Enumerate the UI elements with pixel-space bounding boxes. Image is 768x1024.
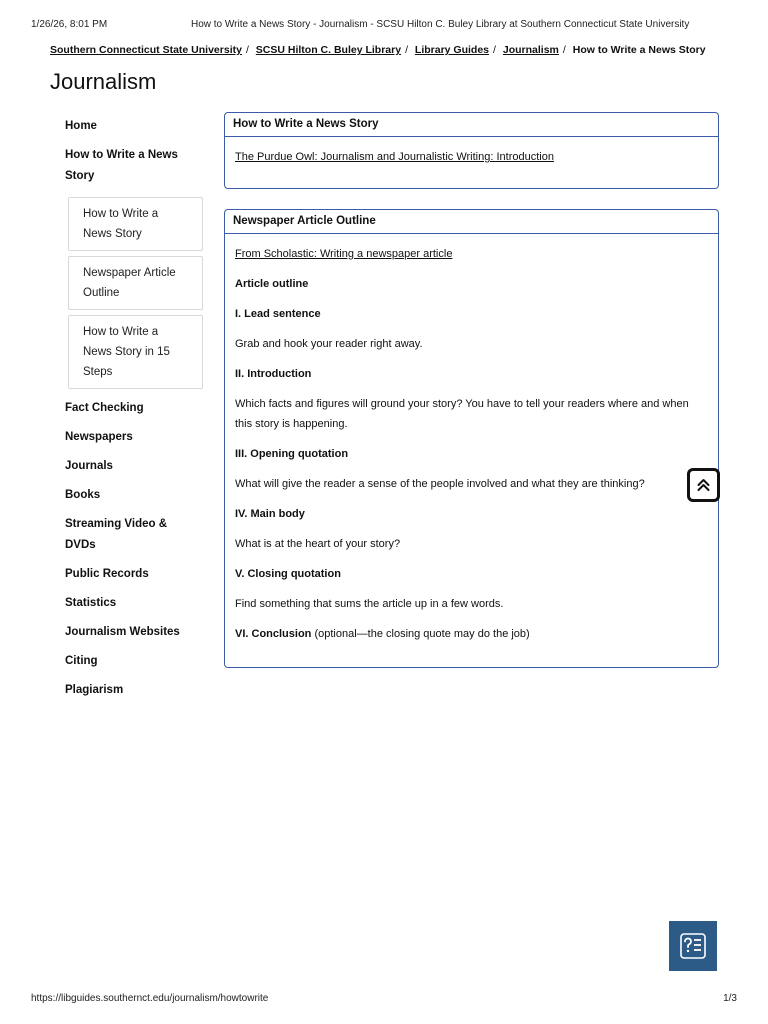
section-text: Grab and hook your reader right away. (235, 338, 423, 350)
print-doc-title: How to Write a News Story - Journalism - SCSU Hilton C. Buley Library at Southern Connecticut State University (191, 19, 690, 30)
conclusion-line (235, 624, 708, 644)
nav-item-statistics[interactable]: Statistics (65, 597, 117, 609)
page-title: Journalism (50, 69, 157, 94)
breadcrumb-library-guides[interactable]: Library Guides (414, 44, 490, 56)
nav-item-journalism-websites[interactable]: Journalism Websites (65, 626, 180, 638)
nav-item-newspapers[interactable]: Newspapers (65, 431, 133, 443)
breadcrumb-separator: / (493, 44, 496, 56)
section-text: What will give the reader a sense of the people involved and what they are thinking? (235, 478, 645, 490)
box-title: Newspaper Article Outline (225, 210, 718, 234)
nav-item-home[interactable]: Home (65, 120, 97, 132)
nav-item-streaming-video[interactable]: Streaming Video & DVDs (65, 518, 168, 551)
breadcrumb-university[interactable]: Southern Connecticut State University (50, 44, 242, 56)
box-body (225, 137, 718, 191)
breadcrumb-journalism[interactable]: Journalism (502, 44, 559, 56)
print-page-number: 1/3 (723, 993, 737, 1004)
subnav-item-article-outline[interactable]: Newspaper Article Outline (68, 256, 203, 310)
section-text: What is at the heart of your story? (235, 538, 401, 550)
nav-item-citing[interactable]: Citing (65, 655, 98, 667)
outline-heading: Article outline (235, 278, 309, 290)
subnav-item-15-steps[interactable]: How to Write a News Story in 15 Steps (68, 315, 203, 389)
breadcrumb-separator: / (405, 44, 408, 56)
section-heading: IV. Main body (235, 508, 305, 520)
side-navigation (57, 112, 203, 705)
nav-item-journals[interactable]: Journals (65, 460, 113, 472)
box-body (225, 234, 718, 668)
double-chevron-up-icon (697, 478, 710, 492)
breadcrumb-separator: / (245, 44, 249, 56)
section-heading: I. Lead sentence (235, 308, 321, 320)
scholastic-link[interactable]: From Scholastic: Writing a newspaper article (235, 248, 453, 260)
help-button[interactable] (669, 921, 717, 971)
print-datetime: 1/26/26, 8:01 PM (31, 19, 108, 30)
section-heading: V. Closing quotation (235, 568, 341, 580)
box-how-to-write (224, 112, 719, 189)
back-to-top-button[interactable] (687, 468, 720, 502)
section-text: Find something that sums the article up in a few words. (235, 598, 504, 610)
question-list-icon (680, 933, 706, 959)
print-url: https://libguides.southernct.edu/journalism/howtowrite (31, 993, 269, 1004)
nav-item-fact-checking[interactable]: Fact Checking (65, 402, 144, 414)
nav-item-plagiarism[interactable]: Plagiarism (65, 684, 124, 696)
nav-item-how-to-write[interactable]: How to Write a News Story (65, 149, 178, 182)
nav-item-books[interactable]: Books (65, 489, 101, 501)
section-heading: II. Introduction (235, 368, 312, 380)
breadcrumb-current: How to Write a News Story (572, 44, 706, 56)
subnav (68, 197, 203, 389)
breadcrumb-separator: / (562, 44, 566, 56)
conclusion-heading: VI. Conclusion (235, 628, 312, 640)
section-text: Which facts and figures will ground your story? You have to tell your readers where and when this story is happening. (235, 398, 689, 430)
box-title: How to Write a News Story (225, 113, 718, 137)
conclusion-text: (optional—the closing quote may do the job) (311, 628, 530, 640)
nav-item-public-records[interactable]: Public Records (65, 568, 149, 580)
purdue-owl-link[interactable]: The Purdue Owl: Journalism and Journalistic Writing: Introduction (235, 151, 554, 163)
breadcrumb (50, 44, 706, 56)
subnav-item-how-to-write[interactable]: How to Write a News Story (68, 197, 203, 251)
box-article-outline (224, 209, 719, 668)
section-heading: III. Opening quotation (235, 448, 349, 460)
breadcrumb-library[interactable]: SCSU Hilton C. Buley Library (255, 44, 402, 56)
